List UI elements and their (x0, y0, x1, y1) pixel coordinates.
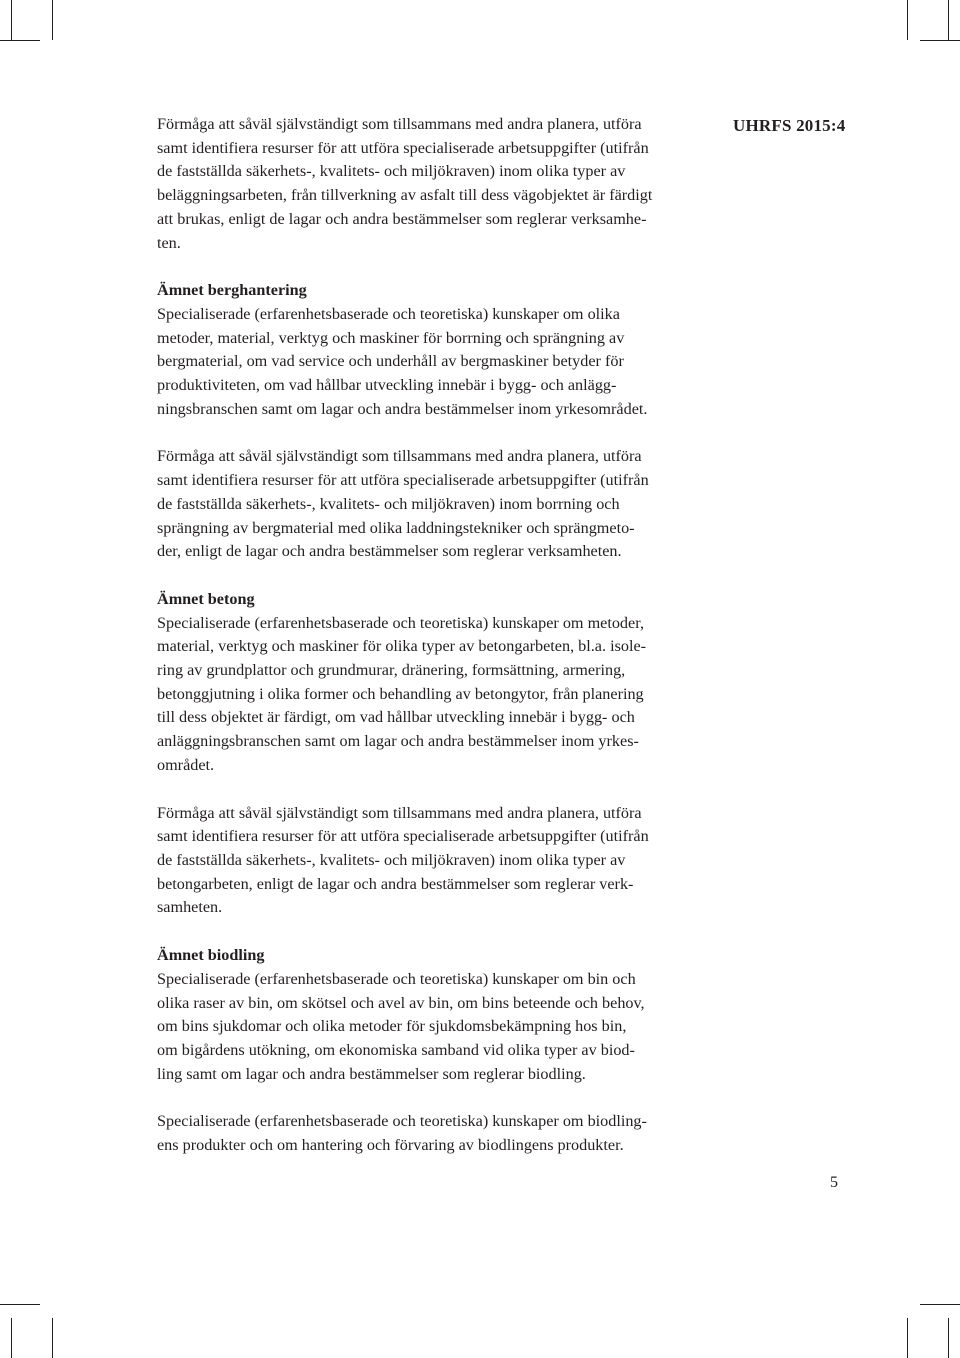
paragraph-line: beläggningsarbeten, från tillverkning av asfalt till dess vägobjektet är färdigt (157, 186, 653, 205)
paragraph-line: de fastställda säkerhets-, kvalitets- och miljökraven) inom borrning och (157, 494, 620, 513)
paragraph-line: att brukas, enligt de lagar och andra bestämmelser som reglerar verksamhe- (157, 209, 647, 228)
paragraph-line: samt identifiera resurser för att utföra specialiserade arbetsuppgifter (utifrån (157, 827, 649, 846)
paragraph-line: sprängning av bergmaterial med olika laddningstekniker och sprängmeto- (157, 518, 635, 537)
spacer (157, 564, 702, 588)
paragraph-line: ens produkter och om hantering och förvaring av biodlingens produkter. (157, 1136, 624, 1155)
paragraph-line: samt identifiera resurser för att utföra specialiserade arbetsuppgifter (utifrån (157, 138, 649, 157)
crop-mark (920, 1304, 960, 1305)
paragraph (157, 113, 702, 255)
document-code: UHRFS 2015:4 (733, 116, 846, 135)
crop-mark (920, 40, 960, 41)
paragraph-line: produktiviteten, om vad hållbar utveckling innebär i bygg- och anlägg- (157, 376, 617, 395)
paragraph-line: Specialiserade (erfarenhetsbaserade och teoretiska) kunskaper om metoder, (157, 613, 644, 632)
paragraph-line: ling samt om lagar och andra bestämmelser som reglerar biodling. (157, 1064, 586, 1083)
crop-mark (52, 0, 53, 40)
section-heading: Ämnet biodling (157, 946, 265, 965)
crop-mark (907, 1318, 908, 1358)
paragraph-line: betongarbeten, enligt de lagar och andra bestämmelser som reglerar verk- (157, 874, 634, 893)
spacer (157, 255, 702, 279)
paragraph-line: Förmåga att såväl självständigt som tillsammans med andra planera, utföra (157, 447, 642, 466)
paragraph-line: om bins sjukdomar och olika metoder för sjukdomsbekämpning hos bin, (157, 1017, 627, 1036)
crop-mark (11, 1318, 12, 1358)
paragraph-line: Förmåga att såväl självständigt som tillsammans med andra planera, utföra (157, 803, 642, 822)
spacer (157, 778, 702, 802)
section-heading: Ämnet berghantering (157, 281, 307, 300)
paragraph (157, 1110, 702, 1157)
paragraph-line: Förmåga att såväl självständigt som tillsammans med andra planera, utföra (157, 115, 642, 133)
spacer (157, 421, 702, 445)
paragraph-line: ningsbranschen samt om lagar och andra bestämmelser inom yrkesområdet. (157, 399, 648, 418)
paragraph-line: ten. (157, 233, 181, 252)
paragraph-line: till dess objektet är färdigt, om vad hållbar utveckling innebär i bygg- och (157, 708, 635, 727)
crop-mark (948, 1318, 949, 1358)
paragraph (157, 968, 702, 1087)
paragraph-line: ring av grundplattor och grundmurar, dränering, formsättning, armering, (157, 661, 626, 680)
paragraph (157, 612, 702, 778)
spacer (157, 920, 702, 944)
crop-mark (0, 1304, 40, 1305)
paragraph-line: Specialiserade (erfarenhetsbaserade och teoretiska) kunskaper om biodling- (157, 1112, 647, 1131)
paragraph-line: området. (157, 755, 215, 774)
paragraph (157, 802, 702, 921)
paragraph-line: om bigårdens utökning, om ekonomiska samband vid olika typer av biod- (157, 1040, 635, 1059)
paragraph-line: samheten. (157, 898, 223, 917)
paragraph (157, 303, 702, 422)
paragraph-line: betonggjutning i olika former och behandling av betongytor, från planering (157, 684, 644, 703)
paragraph-line: samt identifiera resurser för att utföra specialiserade arbetsuppgifter (utifrån (157, 471, 649, 490)
paragraph-line: metoder, material, verktyg och maskiner för borrning och sprängning av (157, 328, 625, 347)
spacer (157, 1086, 702, 1110)
crop-mark (52, 1318, 53, 1358)
crop-mark (11, 0, 12, 40)
paragraph-line: bergmaterial, om vad service och underhåll av bergmaskiner betyder för (157, 352, 624, 371)
section-heading: Ämnet betong (157, 589, 255, 608)
crop-mark (907, 0, 908, 40)
paragraph-line: Specialiserade (erfarenhetsbaserade och teoretiska) kunskaper om bin och (157, 969, 636, 988)
paragraph-line: de fastställda säkerhets-, kvalitets- och miljökraven) inom olika typer av (157, 162, 626, 181)
paragraph-line: de fastställda säkerhets-, kvalitets- och miljökraven) inom olika typer av (157, 850, 626, 869)
paragraph-line: material, verktyg och maskiner för olika typer av betongarbeten, bl.a. isole- (157, 637, 647, 656)
crop-mark (0, 40, 40, 41)
paragraph-line: anläggningsbranschen samt om lagar och andra bestämmelser inom yrkes- (157, 732, 639, 751)
paragraph-line: der, enligt de lagar och andra bestämmelser som reglerar verksamheten. (157, 542, 622, 561)
paragraph (157, 445, 702, 564)
document-body (157, 113, 702, 1158)
paragraph-line: olika raser av bin, om skötsel och avel av bin, om bins beteende och behov, (157, 993, 645, 1012)
paragraph-line: Specialiserade (erfarenhetsbaserade och teoretiska) kunskaper om olika (157, 304, 620, 323)
crop-mark (948, 0, 949, 40)
page-number: 5 (830, 1174, 838, 1191)
